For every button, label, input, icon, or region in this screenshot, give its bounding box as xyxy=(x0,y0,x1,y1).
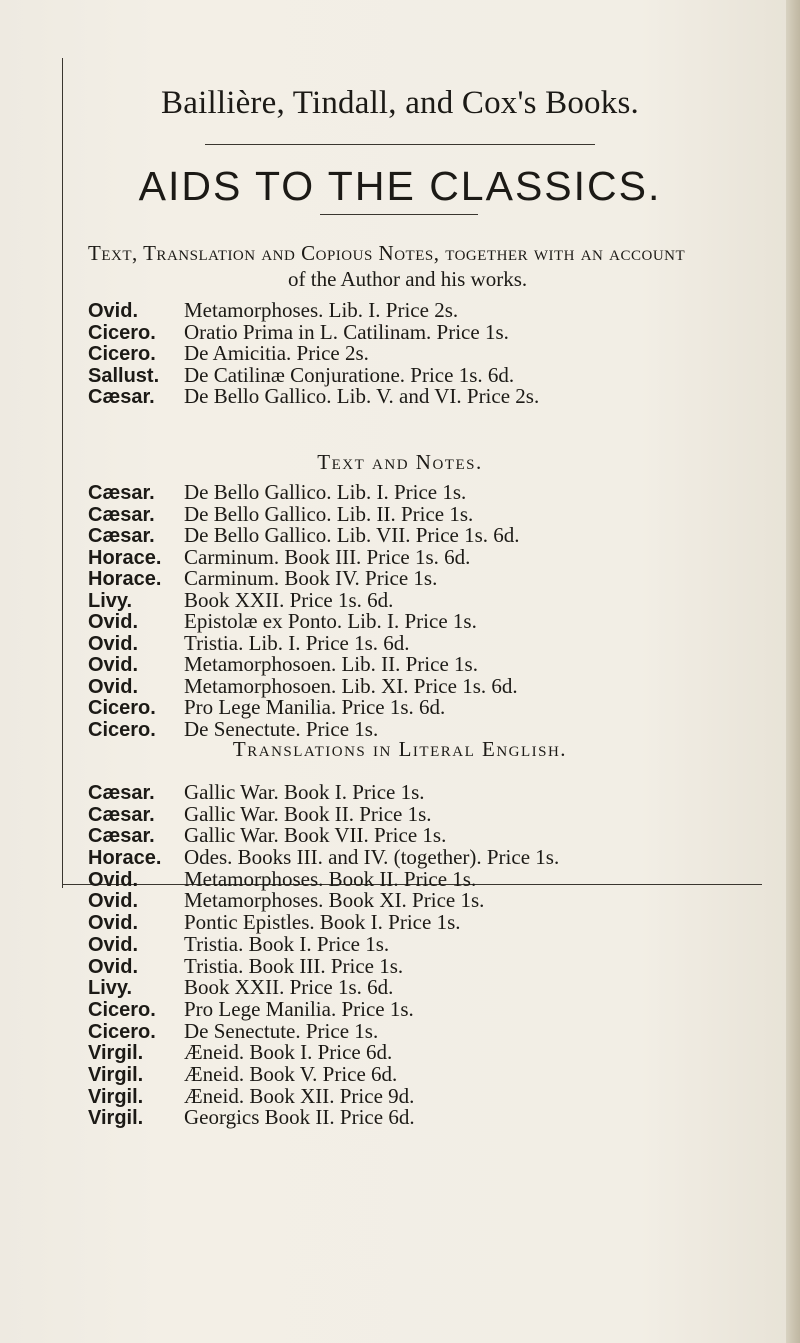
author-name: Cicero. xyxy=(88,697,156,719)
author-name: Ovid. xyxy=(88,933,139,956)
list-item xyxy=(88,611,798,633)
book-details: Oratio Prima in L. Catilinam. Price 1s. xyxy=(184,319,509,344)
list-item xyxy=(88,977,798,999)
book-details: De Senectute. Price 1s. xyxy=(184,1018,379,1043)
book-details: Gallic War. Book II. Price 1s. xyxy=(184,801,432,826)
author-name: Virgil. xyxy=(88,1063,144,1086)
list-item xyxy=(88,343,798,365)
author-name: Horace. xyxy=(88,847,162,870)
publisher-header: Baillière, Tindall, and Cox's Books. xyxy=(161,85,639,121)
book-details: De Amicitia. Price 2s. xyxy=(184,341,369,365)
author-name: Virgil. xyxy=(88,1042,144,1065)
author-name: Cæsar. xyxy=(88,825,155,848)
author-name: Cæsar. xyxy=(88,386,155,408)
book-details: Tristia. Lib. I. Price 1s. 6d. xyxy=(184,630,410,655)
list-item xyxy=(88,654,798,676)
book-details: De Senectute. Price 1s. xyxy=(184,716,379,741)
author-name: Horace. xyxy=(88,546,162,569)
book-details: Tristia. Book I. Price 1s. xyxy=(184,931,390,956)
list-item xyxy=(88,996,798,1021)
author-name: Sallust. xyxy=(88,364,160,387)
author-name: Ovid. xyxy=(88,890,139,913)
list-item xyxy=(88,825,798,847)
book-details: Gallic War. Book VII. Price 1s. xyxy=(184,823,447,848)
author-name: Cæsar. xyxy=(88,803,155,826)
book-details: Gallic War. Book I. Price 1s. xyxy=(184,780,425,804)
title-rule xyxy=(320,214,478,215)
list-item xyxy=(88,630,798,655)
author-name: Cæsar. xyxy=(88,503,155,526)
list-item xyxy=(88,1018,798,1043)
author-name: Cicero. xyxy=(88,321,156,344)
section-1-list xyxy=(88,300,798,408)
list-item xyxy=(88,890,798,912)
list-item xyxy=(88,386,798,408)
author-name: Ovid. xyxy=(88,675,139,698)
book-details: Book XXII. Price 1s. 6d. xyxy=(184,587,394,612)
book-details: De Bello Gallico. Lib. II. Price 1s. xyxy=(184,501,474,526)
list-item xyxy=(88,866,798,891)
intro-paragraph xyxy=(88,240,788,292)
book-details: Epistolæ ex Ponto. Lib. I. Price 1s. xyxy=(184,609,477,633)
list-item xyxy=(88,697,798,719)
author-name: Cæsar. xyxy=(88,525,155,547)
author-name: Ovid. xyxy=(88,912,139,935)
list-item xyxy=(88,525,798,547)
book-details: De Bello Gallico. Lib. VII. Price 1s. 6d. xyxy=(184,523,520,547)
author-name: Virgil. xyxy=(88,1085,144,1108)
author-name: Ovid. xyxy=(88,300,139,322)
author-name: Cicero. xyxy=(88,1020,156,1043)
header-rule xyxy=(205,144,595,145)
list-item xyxy=(88,482,798,504)
book-details: De Bello Gallico. Lib. I. Price 1s. xyxy=(184,480,467,504)
book-details: Pro Lege Manilia. Price 1s. 6d. xyxy=(184,695,446,719)
section-3-list xyxy=(88,782,798,1129)
list-item xyxy=(88,1083,798,1108)
book-details: Pro Lege Manilia. Price 1s. xyxy=(184,996,414,1021)
author-name: Ovid. xyxy=(88,632,139,655)
intro-line-1: Text, Translation and Copious Notes, together with an account xyxy=(88,241,686,265)
author-name: Ovid. xyxy=(88,868,139,891)
section-3-title: Translations in Literal English. xyxy=(232,737,568,761)
section-2-title: Text and Notes. xyxy=(317,450,483,474)
list-item xyxy=(88,501,798,526)
author-name: Ovid. xyxy=(88,611,139,633)
author-name: Cæsar. xyxy=(88,482,155,504)
list-item xyxy=(88,362,798,387)
intro-line-2: of the Author and his works. xyxy=(288,267,528,291)
author-name: Horace. xyxy=(88,568,162,590)
author-name: Cicero. xyxy=(88,998,156,1021)
book-details: Tristia. Book III. Price 1s. xyxy=(184,953,404,978)
list-item xyxy=(88,673,798,698)
book-details: Metamorphosoen. Lib. XI. Price 1s. 6d. xyxy=(184,673,518,698)
list-item xyxy=(88,544,798,569)
list-item xyxy=(88,931,798,956)
author-name: Livy. xyxy=(88,589,133,612)
book-details: Odes. Books III. and IV. (together). Price 1s. xyxy=(184,845,560,870)
book-details: Metamorphosoen. Lib. II. Price 1s. xyxy=(184,652,478,676)
list-item xyxy=(88,300,798,322)
book-details: Carminum. Book IV. Price 1s. xyxy=(184,566,438,590)
book-details: Æneid. Book V. Price 6d. xyxy=(184,1061,398,1086)
author-name: Cicero. xyxy=(88,343,156,365)
book-details: Metamorphoses. Book II. Price 1s. xyxy=(184,866,477,891)
list-item xyxy=(88,319,798,344)
book-details: De Bello Gallico. Lib. V. and VI. Price 2s. xyxy=(184,384,540,408)
list-item xyxy=(88,568,798,590)
author-name: Livy. xyxy=(88,977,133,1000)
list-item xyxy=(88,1061,798,1086)
list-item xyxy=(88,847,798,869)
book-details: De Catilinæ Conjuratione. Price 1s. 6d. xyxy=(184,362,515,387)
section-2-list xyxy=(88,482,798,740)
author-name: Cæsar. xyxy=(88,782,155,804)
author-name: Ovid. xyxy=(88,654,139,676)
list-item xyxy=(88,782,798,804)
book-details: Pontic Epistles. Book I. Price 1s. xyxy=(184,910,461,935)
author-name: Virgil. xyxy=(88,1107,144,1130)
book-details: Book XXII. Price 1s. 6d. xyxy=(184,975,394,1000)
book-details: Metamorphoses. Book XI. Price 1s. xyxy=(184,888,485,913)
book-details: Æneid. Book XII. Price 9d. xyxy=(184,1083,415,1108)
list-item xyxy=(88,587,798,612)
author-name: Ovid. xyxy=(88,955,139,978)
page-title: AIDS TO THE CLASSICS. xyxy=(138,163,662,209)
book-details: Æneid. Book I. Price 6d. xyxy=(184,1040,393,1065)
book-details: Metamorphoses. Lib. I. Price 2s. xyxy=(184,298,459,322)
book-details: Carminum. Book III. Price 1s. 6d. xyxy=(184,544,471,569)
author-name: Cicero. xyxy=(88,718,156,741)
list-item xyxy=(88,1042,798,1064)
list-item xyxy=(88,912,798,934)
book-details: Georgics Book II. Price 6d. xyxy=(184,1105,415,1130)
list-item xyxy=(88,953,798,978)
list-item xyxy=(88,1107,798,1129)
list-item xyxy=(88,801,798,826)
